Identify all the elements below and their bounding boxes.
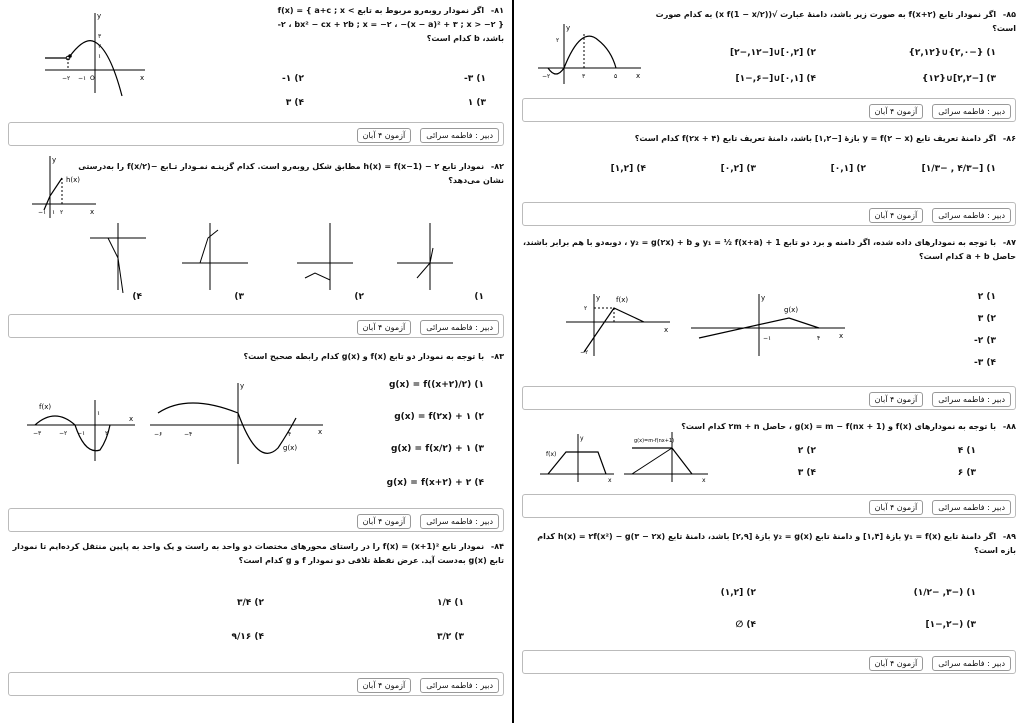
q82-option1-graph[interactable] [395, 218, 455, 293]
option-3[interactable]: ۳) [−۲,۲]∪{۱۲} [921, 74, 996, 84]
option-1[interactable]: ۱) ۳- [464, 74, 486, 84]
svg-text:−۲: −۲ [542, 73, 551, 80]
option-4[interactable]: ۴) [۱,۲] [610, 164, 646, 174]
question-84 [8, 540, 504, 660]
svg-text:y: y [566, 24, 571, 32]
right-column [514, 0, 1024, 723]
option-3[interactable]: ۳) ۶ [957, 468, 976, 478]
svg-text:۲: ۲ [584, 305, 588, 312]
option-3[interactable]: ۳) (−۲,−۱] [925, 620, 976, 630]
question-number: ۸۶- [1002, 134, 1016, 143]
question-stem: با توجه به نمودارهای f(x) و g(x) = m − f(nx + 1) ، حاصل ۲m + n کدام است؟ [681, 422, 997, 431]
footer-82: دبیر : فاطمه سرائی آزمون ۴ آبان [8, 314, 504, 338]
q82-h-graph [30, 152, 100, 222]
svg-text:y: y [52, 156, 57, 164]
option-3[interactable]: ۳) g(x) = f(x/۲) + ۱ [390, 444, 484, 454]
option-2[interactable]: ۲) [۰,۲]∪[−۱۲,−۲] [730, 48, 816, 58]
svg-text:−۳: −۳ [33, 430, 42, 437]
question-number: ۸۱- [490, 6, 504, 15]
option-1[interactable]: ۱) ۲ [977, 292, 996, 302]
svg-text:f(x): f(x) [39, 403, 52, 411]
svg-text:۱: ۱ [97, 410, 101, 417]
option-4[interactable]: ۴) ۳ [797, 468, 816, 478]
question-86 [522, 132, 1016, 192]
svg-text:۱: ۱ [52, 209, 56, 216]
svg-text:۲: ۲ [105, 430, 109, 437]
question-number: ۸۲- [490, 162, 504, 171]
q85-graph [536, 20, 646, 88]
option-2[interactable]: ۲) [۰,۱] [830, 164, 866, 174]
svg-text:x: x [90, 208, 95, 216]
q82-option2-graph[interactable] [295, 218, 355, 293]
q87-f-graph [564, 290, 674, 360]
svg-text:۵: ۵ [614, 73, 618, 80]
svg-text:x: x [608, 477, 612, 484]
svg-text:−۶: −۶ [154, 431, 163, 438]
svg-text:x: x [839, 332, 844, 340]
axis-y-label: y [97, 12, 102, 20]
svg-text:۲: ۲ [60, 209, 64, 216]
option-3[interactable]: ۳) [234, 292, 244, 302]
svg-text:x: x [636, 72, 641, 80]
q88-f-graph [538, 430, 618, 485]
option-2[interactable]: ۲) ۱- [282, 74, 304, 84]
svg-text:۳: ۳ [582, 73, 586, 80]
question-stem: با توجه به نمودار دو تابع f(x) و g(x) کدام رابطه صحیح است؟ [243, 352, 485, 361]
question-stem: اگر دامنهٔ تعریف تابع y = f(۲ − x) بازهٔ [−۱,۲] باشد، دامنهٔ تعریف تابع f(۲x + ۴) کدام است؟ [634, 134, 997, 143]
svg-text:۴: ۴ [288, 431, 292, 438]
axis-x-label: x [140, 74, 145, 82]
option-2[interactable]: ۲) [354, 292, 364, 302]
svg-text:−۱: −۱ [38, 209, 47, 216]
question-stem: اگر نمودار روبه‌رو مربوط به تابع f(x) = { a+c ; x < -۲ ، bx² − cx + ۲b ; x = −۲ ، −(x − a)² + ۳ ; x > −۲ } باشد، b کدام است؟ [277, 6, 504, 43]
option-4[interactable]: ۴) ۹/۱۶ [231, 632, 264, 642]
option-1[interactable]: ۱) [−۴/۳ , −۱/۳] [921, 164, 996, 174]
svg-text:f(x): f(x) [616, 296, 629, 304]
teacher-tag: دبیر : فاطمه سرائی [420, 128, 499, 143]
svg-text:y: y [761, 294, 766, 302]
footer-88: دبیر : فاطمه سرائی آزمون ۴ آبان [522, 494, 1016, 518]
option-1[interactable]: ۱) ۴ [957, 446, 976, 456]
option-4[interactable]: ۴) [۰,۱]∪[−۶,−۱] [735, 74, 816, 84]
option-3[interactable]: ۳) ۲- [974, 336, 996, 346]
question-stem: اگر دامنهٔ تابع y₁ = f(x) بازهٔ [۱,۴] و دامنهٔ تابع y₂ = g(x) بازهٔ [۲,۹] باشد، دامنهٔ تابع h(x) = ۲f(x²) − g(۳ − ۲x) کدام بازه است؟ [537, 532, 1016, 555]
footer-87: دبیر : فاطمه سرائی آزمون ۴ آبان [522, 386, 1016, 410]
svg-text:۳: ۳ [98, 33, 102, 40]
svg-text:x: x [129, 415, 134, 423]
svg-text:y: y [596, 294, 601, 302]
question-stem: اگر نمودار تابع f(x+۲) به صورت زیر باشد، دامنهٔ عبارت √(x f(1 − x/۲)) به کدام صورت است؟ [655, 10, 1016, 33]
option-4[interactable]: ۴) g(x) = f(x+۲) + ۲ [386, 478, 484, 488]
q87-g-graph [689, 290, 849, 360]
footer-89: دبیر : فاطمه سرائی آزمون ۴ آبان [522, 650, 1016, 674]
q83-f-graph [25, 395, 140, 465]
svg-text:۴: ۴ [817, 335, 821, 342]
question-number: ۸۸- [1002, 422, 1016, 431]
footer-83: دبیر : فاطمه سرائی آزمون ۴ آبان [8, 508, 504, 532]
svg-text:h(x): h(x) [66, 176, 81, 184]
svg-text:−۴: −۴ [184, 431, 193, 438]
svg-text:g(x): g(x) [784, 306, 799, 314]
option-4[interactable]: ۴) ۳- [974, 358, 996, 368]
question-stem: نمودار تابع f(x) = (x+1)² را در راستای محورهای مختصات دو واحد به راست و یک واحد به پایین منتقل کرده‌ایم تا نمودار تابع g(x) به‌دست آید. عرض نقطهٔ تلاقی دو نمودار f و g کدام است؟ [12, 542, 504, 565]
question-stem: نمودار تابع h(x) = f(x−1) − ۲ مطابق شکل روبه‌رو است. کدام گزینـه نمـودار تـابع −f(x/۲) را به‌درستی نشان می‌دهد؟ [78, 162, 504, 185]
option-2[interactable]: ۲) [۱,۲) [720, 588, 756, 598]
svg-text:−۲: −۲ [62, 75, 71, 82]
footer-81 [8, 122, 504, 146]
option-2[interactable]: ۲) ۳ [977, 314, 996, 324]
svg-text:−۲: −۲ [59, 430, 68, 437]
question-number: ۸۷- [1002, 238, 1016, 247]
svg-text:−۱: −۱ [763, 335, 772, 342]
q81-graph [40, 8, 150, 98]
footer-86: دبیر : فاطمه سرائی آزمون ۴ آبان [522, 202, 1016, 226]
option-3[interactable]: ۳) [۰,۲] [720, 164, 756, 174]
svg-text:x: x [702, 477, 706, 484]
option-1[interactable]: ۱) {−۲,۰}∪{۲,۱۲} [908, 48, 996, 58]
question-number: ۸۵- [1002, 10, 1016, 19]
svg-text:g(x)=m-f(nx+1): g(x)=m-f(nx+1) [634, 438, 675, 444]
option-1[interactable]: ۱) (−۳, −۱/۲) [913, 588, 976, 598]
option-4[interactable]: ۴) ∅ [735, 620, 756, 630]
option-2[interactable]: ۲) ۲ [797, 446, 816, 456]
svg-text:−۱: −۱ [77, 430, 86, 437]
svg-text:−۲: −۲ [580, 349, 589, 356]
option-2[interactable]: ۲) ۳/۴ [236, 598, 264, 608]
question-number: ۸۳- [490, 352, 504, 361]
svg-text:y: y [240, 382, 245, 390]
option-1[interactable]: ۱) [474, 292, 484, 302]
option-3[interactable]: ۳) ۳/۲ [436, 632, 464, 642]
question-number: ۸۴- [490, 542, 504, 551]
svg-text:۲: ۲ [556, 37, 560, 44]
svg-text:y: y [580, 435, 584, 442]
option-2[interactable]: ۲) g(x) = f(۲x) + ۱ [394, 412, 484, 422]
svg-text:۱: ۱ [98, 53, 102, 60]
option-3[interactable]: ۳) ۱ [467, 98, 486, 108]
q83-g-graph [148, 378, 328, 468]
svg-text:۲: ۲ [98, 43, 102, 50]
question-stem: با توجه به نمودارهای داده شده، اگر دامنه و برد دو تابع y₁ = ½ f(x+a) + 1 و y₂ = g(۲x) + b ، دوبه‌دو با هم برابر باشند، حاصل a + b کدام است؟ [522, 238, 1016, 261]
svg-text:g(x): g(x) [283, 444, 298, 452]
svg-text:x: x [664, 326, 669, 334]
footer-85: دبیر : فاطمه سرائی آزمون ۴ آبان [522, 98, 1016, 122]
footer-84: دبیر : فاطمه سرائی آزمون ۴ آبان [8, 672, 504, 696]
svg-text:x: x [318, 428, 323, 436]
svg-text:f(x): f(x) [546, 451, 557, 458]
svg-text:−۱: −۱ [78, 75, 87, 82]
exam-tag: آزمون ۴ آبان [357, 128, 412, 143]
option-1[interactable]: ۱) g(x) = f((x+۲)/۲) [388, 380, 484, 390]
question-89 [522, 530, 1016, 640]
question-number: ۸۹- [1002, 532, 1016, 541]
q82-option3-graph[interactable] [180, 218, 250, 293]
option-4[interactable]: ۴) [132, 292, 142, 302]
svg-text:O: O [90, 75, 95, 82]
option-4[interactable]: ۴) ۳ [285, 98, 304, 108]
q88-g-graph [622, 428, 712, 486]
q82-option4-graph[interactable] [88, 218, 148, 293]
option-1[interactable]: ۱) ۱/۴ [436, 598, 464, 608]
